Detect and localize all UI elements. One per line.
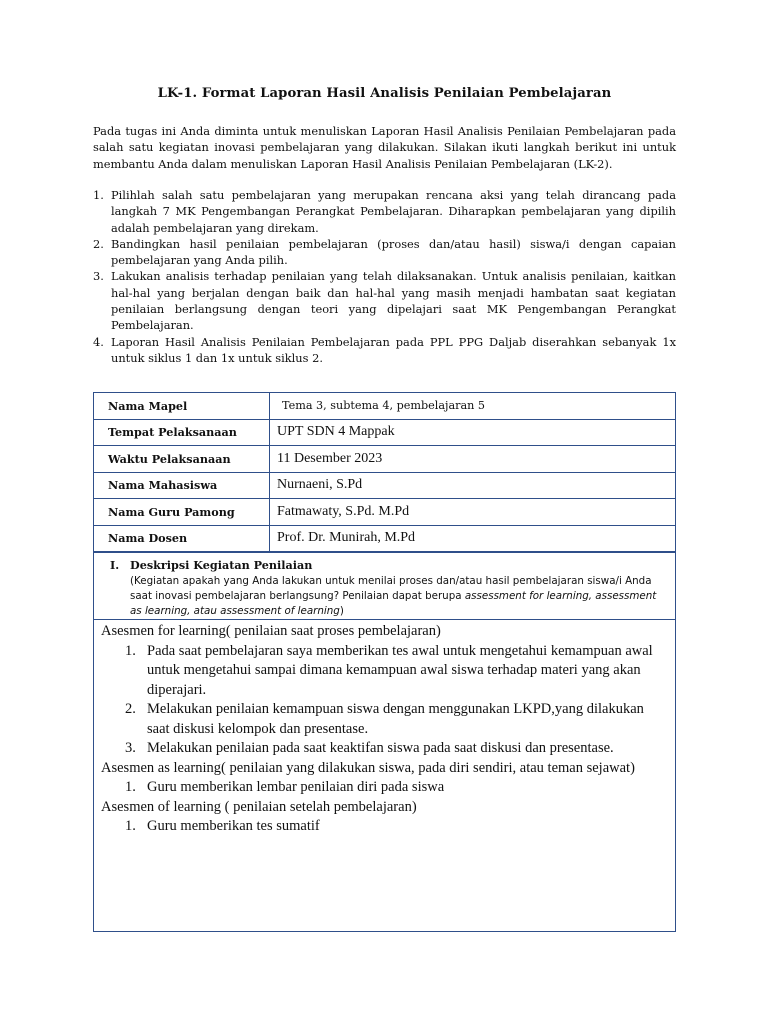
table-row [94, 446, 676, 473]
row-label: Tempat Pelaksanaan [94, 419, 270, 446]
instruction-text: Laporan Hasil Analisis Penilaian Pembelajaran pada PPL PPG Daljab diserahkan sebanyak 1x untuk siklus 1 dan 1x untuk siklus 2. [111, 334, 676, 365]
answer-box [93, 619, 676, 932]
instruction-number: 1. [93, 188, 104, 202]
instruction-item [93, 268, 676, 333]
list-item [101, 739, 669, 759]
row-value: 11 Desember 2023 [270, 446, 676, 473]
instruction-text: Bandingkan hasil penilaian pembelajaran (proses dan/atau hasil) siswa/i dengan capaian pembelajaran yang Anda pilih. [111, 236, 676, 268]
row-value: Prof. Dr. Munirah, M.Pd [270, 525, 676, 552]
assessment-of-heading: Asesmen of learning ( penilaian setelah pembelajaran) [101, 798, 417, 815]
assessment-for-heading: Asesmen for learning( penilaian saat proses pembelajaran) [101, 623, 441, 639]
table-row [94, 472, 676, 499]
item-text: Guru memberikan lembar penilaian diri pada siswa [147, 779, 445, 795]
row-label: Nama Mahasiswa [94, 472, 270, 499]
table-row [94, 393, 676, 420]
row-label: Nama Mapel [94, 393, 270, 420]
section-header-box [93, 552, 676, 619]
section-number: I. [110, 558, 120, 572]
page-title: LK-1. Format Laporan Hasil Analisis Penilaian Pembelajaran [157, 86, 612, 101]
instruction-number: 3. [93, 269, 104, 284]
instruction-list [93, 187, 676, 366]
section-note [130, 574, 670, 619]
table-row [94, 525, 676, 552]
section-heading [110, 558, 312, 572]
item-text: Guru memberikan tes sumatif [147, 818, 320, 834]
list-item [101, 700, 669, 739]
item-number: 1. [125, 818, 136, 834]
list-item [101, 778, 669, 798]
item-number: 1. [125, 779, 136, 795]
row-label: Nama Dosen [94, 525, 270, 552]
row-label: Waktu Pelaksanaan [94, 446, 270, 473]
intro-paragraph: Pada tugas ini Anda diminta untuk menuliskan Laporan Hasil Analisis Penilaian Pembelajaran pada salah satu kegiatan inovasi pembelajaran yang dilakukan. Silakan ikuti langkah berikut ini untuk membantu Anda dalam menuliskan Laporan Hasil Analisis Penilaian Pembelajaran (LK-2). [93, 124, 676, 171]
instruction-item [93, 187, 676, 236]
item-text: Melakukan penilaian pada saat keaktifan siswa pada saat diskusi dan presentase. [147, 740, 614, 756]
instruction-number: 4. [93, 334, 104, 349]
item-number: 3. [125, 740, 136, 756]
item-text: Melakukan penilaian kemampuan siswa dengan menggunakan LKPD,yang dilakukan saat diskusi kelompok dan presentase. [147, 701, 644, 737]
row-label: Nama Guru Pamong [94, 499, 270, 526]
answer-content [101, 622, 669, 837]
note-italic: assessment for learning, assessment as learning, atau assessment of learning [130, 590, 657, 617]
row-value: Nurnaeni, S.Pd [270, 472, 676, 499]
assessment-as-heading: Asesmen as learning( penilaian yang dilakukan siswa, pada diri sendiri, atau teman sejawat) [101, 759, 635, 776]
table-row [94, 419, 676, 446]
table-row [94, 499, 676, 526]
row-value: UPT SDN 4 Mappak [270, 419, 676, 446]
info-table [93, 392, 676, 552]
instruction-item [93, 236, 676, 269]
note-text: (Kegiatan apakah yang Anda lakukan untuk menilai proses dan/atau hasil pembelajaran siswa/i Anda saat inovasi pembelajaran berlangsung? Penilaian dapat berupa [130, 575, 652, 602]
section-title: Deskripsi Kegiatan Penilaian [130, 558, 313, 572]
item-text: Pada saat pembelajaran saya memberikan tes awal untuk mengetahui kemampuan awal untuk mengetahui sampai dimana kemampuan awal siswa terhadap materi yang akan diperajari. [147, 642, 653, 698]
row-value: Fatmawaty, S.Pd. M.Pd [270, 499, 676, 526]
row-value: Tema 3, subtema 4, pembelajaran 5 [270, 393, 676, 420]
item-number: 2. [125, 701, 136, 717]
note-close: ) [339, 605, 344, 617]
instruction-text: Lakukan analisis terhadap penilaian yang telah dilaksanakan. Untuk analisis penilaian, kaitkan hal-hal yang berjalan dengan baik dan hal-hal yang masih menjadi hambatan saat kegiatan penilaian berlangsung dengan teori yang dipelajari saat MK Pengembangan Perangkat Pembelajaran. [111, 269, 676, 333]
list-item [101, 817, 669, 837]
instruction-number: 2. [93, 236, 104, 251]
instruction-item [93, 334, 676, 367]
item-number: 1. [125, 642, 136, 659]
instruction-text: Pilihlah salah satu pembelajaran yang merupakan rencana aksi yang telah dirancang pada langkah 7 MK Pengembangan Perangkat Pembelajaran. Diharapkan pembelajaran yang dipilih adalah pembelajaran yang direkam. [111, 188, 676, 235]
list-item [101, 642, 669, 701]
